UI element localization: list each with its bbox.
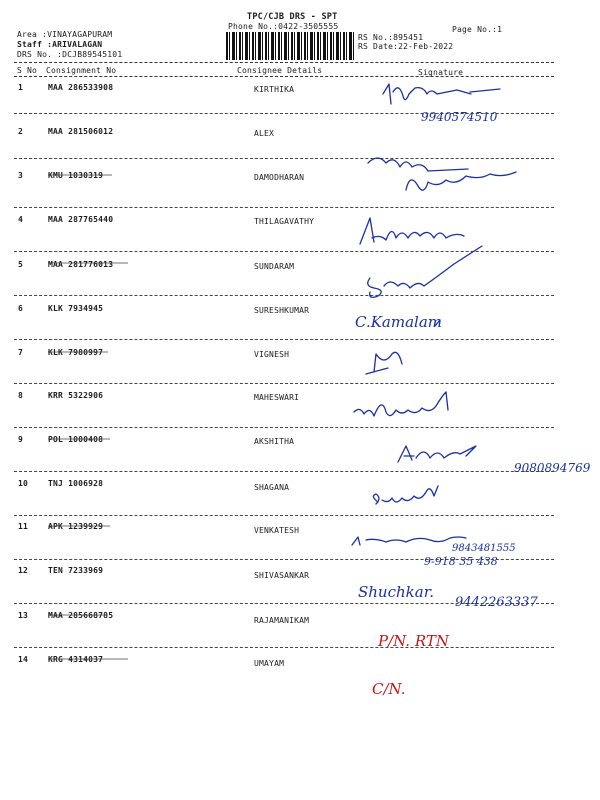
row-consignee: THILAGAVATHY bbox=[254, 217, 315, 226]
phone-number: Phone No.:0422-3505555 bbox=[228, 22, 339, 31]
table-row bbox=[0, 215, 600, 259]
handwritten-red-note: C/N. bbox=[372, 680, 406, 698]
table-row bbox=[0, 260, 600, 304]
row-consignee: SUNDARAM bbox=[254, 262, 295, 271]
row-sno: 9 bbox=[18, 435, 24, 444]
row-consignment: KLK 7980997 bbox=[48, 348, 104, 357]
row-sno: 10 bbox=[18, 479, 29, 488]
row-divider bbox=[14, 515, 554, 516]
col-sno: S No bbox=[17, 66, 38, 75]
row-sno: 4 bbox=[18, 215, 24, 224]
row-consignment: TNJ 1006928 bbox=[48, 479, 104, 488]
staff-label: Staff :ARIVALAGAN bbox=[17, 40, 103, 49]
row-consignment: KMU 1030319 bbox=[48, 171, 104, 180]
row-divider bbox=[14, 251, 554, 252]
row-divider bbox=[14, 295, 554, 296]
area-label: Area :VINAYAGAPURAM bbox=[17, 30, 113, 39]
handwritten-signature: Shuchkar. bbox=[358, 583, 434, 601]
table-row bbox=[0, 304, 600, 348]
col-consignment: Consignment No bbox=[46, 66, 117, 75]
row-consignee: VIGNESH bbox=[254, 350, 290, 359]
row-consignment: KRG 4314037 bbox=[48, 655, 104, 664]
row-sno: 11 bbox=[18, 522, 29, 531]
handwritten-phone: 9940574510 bbox=[421, 110, 498, 124]
row-sno: 5 bbox=[18, 260, 24, 269]
drs-number: DRS No. :DCJB89545101 bbox=[17, 50, 123, 59]
row-consignee: AKSHITHA bbox=[254, 437, 295, 446]
table-row bbox=[0, 83, 600, 127]
table-row bbox=[0, 127, 600, 171]
row-divider bbox=[14, 603, 554, 604]
row-divider bbox=[14, 113, 554, 114]
handwritten-red-note: P/N. RTN bbox=[378, 632, 450, 650]
row-consignment: POL 1000408 bbox=[48, 435, 104, 444]
row-divider bbox=[14, 647, 554, 648]
row-sno: 13 bbox=[18, 611, 29, 620]
row-consignment: MAA 286533908 bbox=[48, 83, 114, 92]
row-divider bbox=[14, 339, 554, 340]
header-divider-bottom bbox=[14, 76, 554, 77]
row-consignee: DAMODHARAN bbox=[254, 173, 305, 182]
row-sno: 14 bbox=[18, 655, 29, 664]
row-consignee: MAHESWARI bbox=[254, 393, 300, 402]
row-sno: 3 bbox=[18, 171, 24, 180]
handwritten-phone: 9-918 35 438 bbox=[424, 555, 498, 568]
row-consignment: KLK 7934945 bbox=[48, 304, 104, 313]
row-sno: 1 bbox=[18, 83, 24, 92]
row-divider bbox=[14, 383, 554, 384]
row-consignee: SHAGANA bbox=[254, 483, 290, 492]
row-consignment: MAA 281506012 bbox=[48, 127, 114, 136]
row-consignment: MAA 287765440 bbox=[48, 215, 114, 224]
row-consignee: RAJAMANIKAM bbox=[254, 616, 310, 625]
handwritten-signature: C.Kamalam bbox=[355, 313, 442, 331]
barcode-image bbox=[226, 32, 356, 60]
row-consignee: KIRTHIKA bbox=[254, 85, 295, 94]
table-row bbox=[0, 171, 600, 215]
table-row bbox=[0, 655, 600, 699]
col-signature: Signature bbox=[418, 68, 464, 77]
row-consignee: VENKATESH bbox=[254, 526, 300, 535]
row-consignment: APK 1239929 bbox=[48, 522, 104, 531]
rs-number: RS No.:895451 bbox=[358, 33, 424, 42]
row-consignment: TEN 7233969 bbox=[48, 566, 104, 575]
row-divider bbox=[14, 427, 554, 428]
row-divider bbox=[14, 559, 554, 560]
row-sno: 6 bbox=[18, 304, 24, 313]
page-number: Page No.:1 bbox=[452, 25, 503, 34]
table-row bbox=[0, 348, 600, 392]
header-divider-top bbox=[14, 62, 554, 63]
table-row bbox=[0, 435, 600, 479]
handwritten-phone: 9080894769 bbox=[514, 461, 591, 475]
handwritten-phone: 9843481555 bbox=[452, 543, 516, 554]
row-divider bbox=[14, 207, 554, 208]
row-consignment: MAA 285668785 bbox=[48, 611, 114, 620]
row-sno: 12 bbox=[18, 566, 29, 575]
handwritten-phone: 9442263337 bbox=[455, 595, 538, 610]
col-consignee: Consignee Details bbox=[237, 66, 323, 75]
row-consignee: SURESHKUMAR bbox=[254, 306, 310, 315]
rs-date: RS Date:22-Feb-2022 bbox=[358, 42, 454, 51]
row-consignment: MAA 281776013 bbox=[48, 260, 114, 269]
row-consignment: KRR 5322906 bbox=[48, 391, 104, 400]
table-row bbox=[0, 391, 600, 435]
row-divider bbox=[14, 471, 554, 472]
table-row bbox=[0, 611, 600, 655]
sheet-title: TPC/CJB DRS - SPT bbox=[247, 12, 338, 22]
row-sno: 7 bbox=[18, 348, 24, 357]
row-divider bbox=[14, 158, 554, 159]
row-consignee: ALEX bbox=[254, 129, 275, 138]
row-consignee: SHIVASANKAR bbox=[254, 571, 310, 580]
table-row bbox=[0, 479, 600, 523]
row-sno: 2 bbox=[18, 127, 24, 136]
row-consignee: UMAYAM bbox=[254, 659, 285, 668]
row-sno: 8 bbox=[18, 391, 24, 400]
